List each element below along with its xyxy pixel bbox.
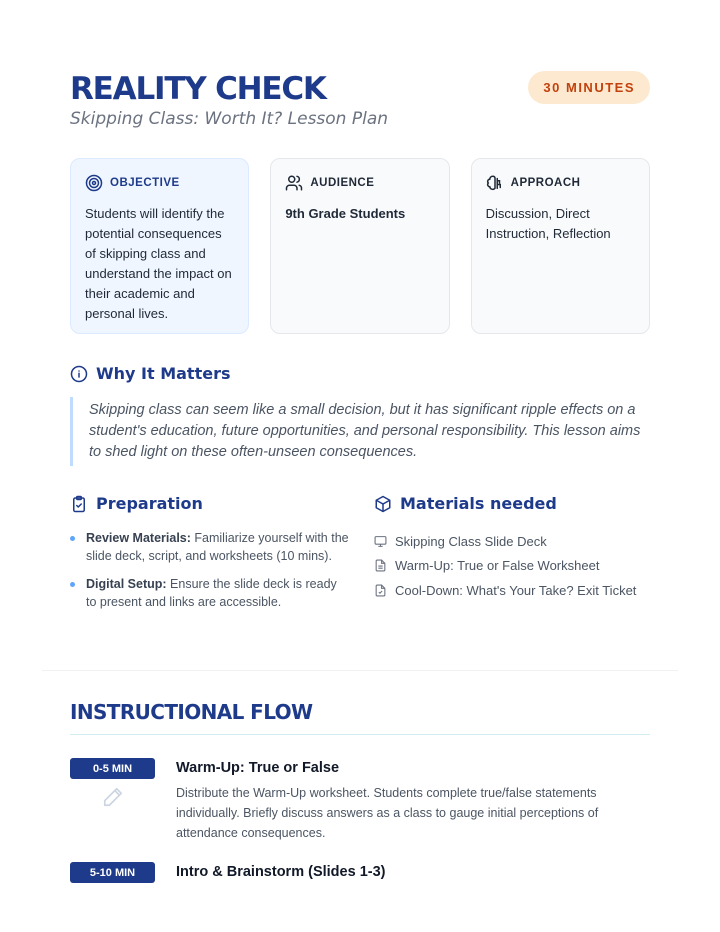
duration-badge: 30 MINUTES	[528, 71, 650, 104]
overview-cards	[70, 158, 650, 334]
preparation-section	[70, 494, 350, 621]
audience-text: 9th Grade Students	[285, 206, 406, 221]
time-badge: 5-10 MIN	[70, 862, 155, 883]
objective-card	[70, 158, 249, 334]
materials-section	[374, 494, 654, 603]
material-item-text: Cool-Down: What's Your Take? Exit Ticket	[395, 582, 637, 598]
list-item	[70, 575, 350, 611]
monitor-icon	[374, 535, 387, 548]
list-item	[374, 529, 654, 554]
audience-label: AUDIENCE	[310, 177, 375, 189]
why-it-matters-section	[70, 364, 650, 466]
step-title: Warm-Up: True or False	[176, 760, 340, 776]
info-icon	[70, 365, 88, 383]
approach-card	[471, 158, 650, 334]
clipboard-check-icon	[70, 495, 88, 513]
step-description: Distribute the Warm-Up worksheet. Students complete true/false statements individually. Briefly discuss answers as a class to gauge initial perceptions of attendance consequences.	[176, 786, 599, 840]
why-title: Why It Matters	[96, 364, 231, 383]
prep-item-text: Ensure the slide deck is ready to present and links are accessible.	[86, 577, 337, 609]
flow-title: INSTRUCTIONAL FLOW	[70, 700, 650, 735]
list-item	[374, 554, 654, 579]
material-item-text: Warm-Up: True or False Worksheet	[395, 558, 600, 574]
flow-step	[70, 758, 650, 862]
approach-text: Discussion, Direct Instruction, Reflection	[485, 206, 611, 241]
material-item-text: Skipping Class Slide Deck	[395, 533, 547, 549]
page-subtitle: Skipping Class: Worth It? Lesson Plan	[70, 109, 389, 129]
preparation-title: Preparation	[96, 494, 203, 513]
objective-text: Students will identify the potential consequences of skipping class and understand the impact on their academic and personal lives.	[85, 206, 232, 321]
step-title: Intro & Brainstorm (Slides 1-3)	[176, 864, 386, 880]
audience-card	[270, 158, 449, 334]
instructional-flow-section	[70, 700, 650, 932]
flow-step	[70, 862, 650, 932]
prep-item-text: Familiarize yourself with the slide deck, script, and worksheets (10 mins).	[86, 531, 349, 563]
lesson-header	[70, 70, 650, 129]
why-quote: Skipping class can seem like a small decision, but it has significant ripple effects on a student's education, future opportunities, and personal responsibility. This lesson aims to shed light on these often-unseen consequences.	[70, 397, 650, 466]
target-icon	[85, 174, 103, 192]
prep-item-label: Review Materials:	[86, 531, 191, 545]
section-divider	[42, 670, 678, 671]
package-icon	[374, 495, 392, 513]
pencil-icon	[102, 786, 124, 808]
file-check-icon	[374, 584, 387, 597]
list-item	[70, 529, 350, 565]
prep-item-label: Digital Setup:	[86, 577, 167, 591]
objective-label: OBJECTIVE	[110, 177, 180, 189]
users-icon	[285, 174, 303, 192]
list-item	[374, 578, 654, 603]
document-icon	[374, 559, 387, 572]
page-title: REALITY CHECK	[70, 71, 326, 107]
time-badge: 0-5 MIN	[70, 758, 155, 779]
approach-label: APPROACH	[510, 177, 581, 189]
brain-icon	[486, 174, 504, 192]
materials-title: Materials needed	[400, 494, 557, 513]
